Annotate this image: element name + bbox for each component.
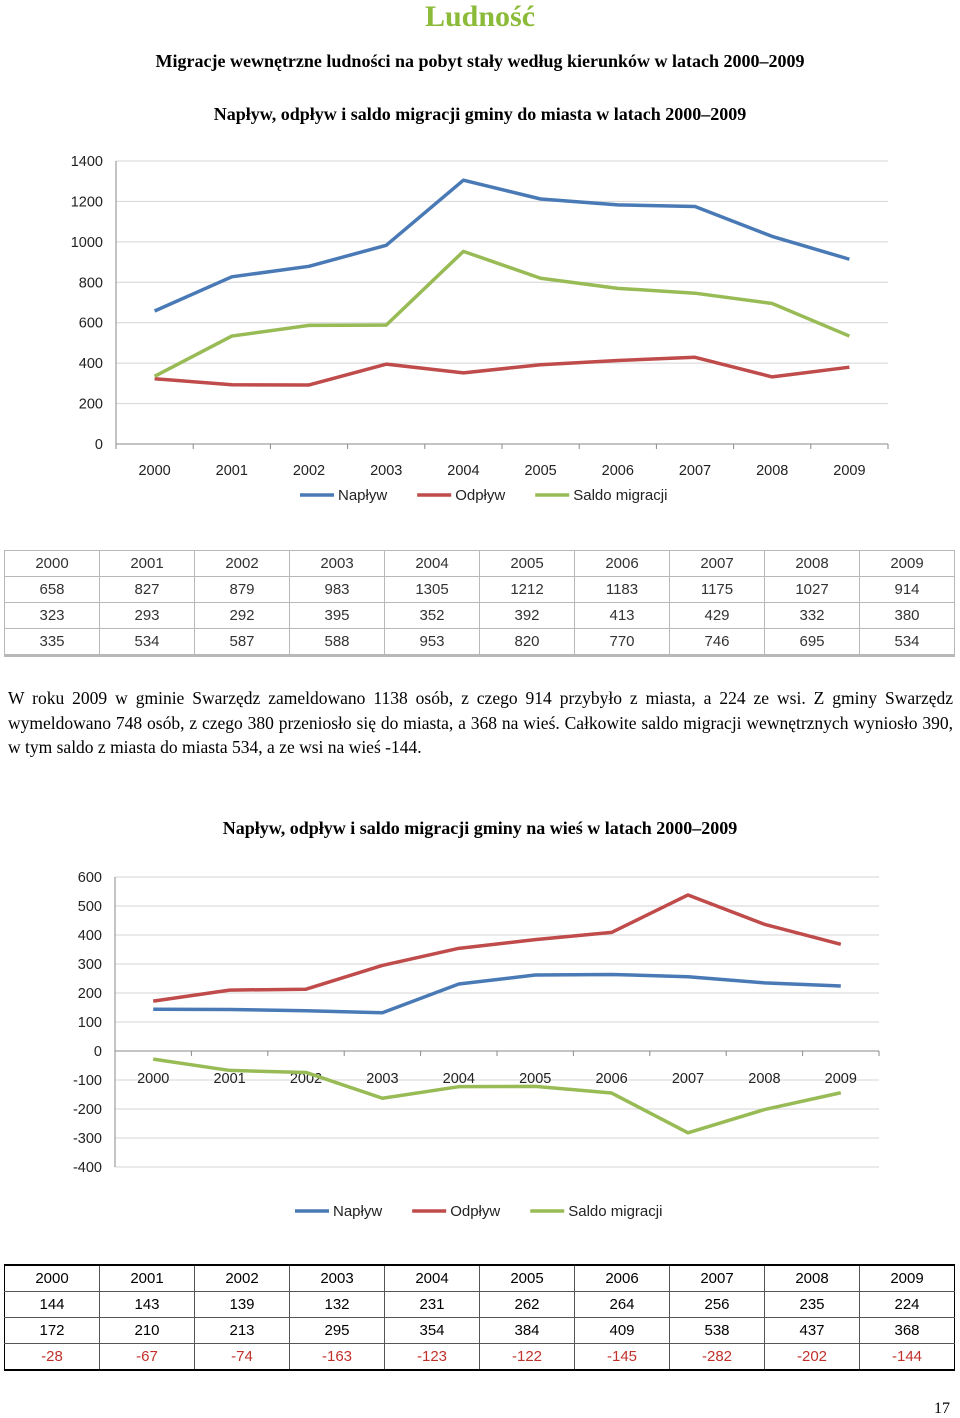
table-cell: 2004: [385, 551, 480, 577]
series-line: [153, 974, 841, 1012]
table-cell: 588: [290, 629, 385, 656]
table-cell: 354: [385, 1318, 480, 1344]
y-tick-label: 800: [78, 275, 103, 292]
table-cell: 2003: [290, 1265, 385, 1292]
table-cell: 262: [480, 1292, 575, 1318]
table-row: [5, 629, 955, 656]
table-row: [5, 1265, 955, 1292]
y-tick-label: -300: [72, 1131, 102, 1147]
table-cell: 820: [480, 629, 575, 656]
table-cell: 879: [195, 577, 290, 603]
table-cell: 695: [765, 629, 860, 656]
y-tick-label: 200: [78, 396, 103, 413]
table-cell: -74: [195, 1344, 290, 1371]
y-tick-label: 1200: [70, 194, 103, 211]
series-line: [153, 895, 841, 1001]
table-cell: 437: [765, 1318, 860, 1344]
x-tick-label: 2002: [292, 463, 326, 479]
table-cell: 2002: [195, 1265, 290, 1292]
table-cell: 368: [860, 1318, 955, 1344]
table-cell: 144: [5, 1292, 100, 1318]
table-cell: -144: [860, 1344, 955, 1371]
x-tick-label: 2008: [748, 1071, 781, 1087]
series-line: [155, 180, 850, 311]
x-tick-label: 2003: [370, 463, 403, 479]
x-tick-label: 2000: [138, 463, 171, 479]
table-cell: 231: [385, 1292, 480, 1318]
table-cell: 914: [860, 577, 955, 603]
legend-label: Napływ: [338, 487, 388, 504]
table-cell: 587: [195, 629, 290, 656]
table-cell: 409: [575, 1318, 670, 1344]
y-tick-label: 300: [77, 957, 102, 973]
table-cell: 395: [290, 603, 385, 629]
x-tick-label: 2007: [678, 463, 712, 479]
series-line: [155, 357, 850, 385]
table-cell: 132: [290, 1292, 385, 1318]
table-cell: 264: [575, 1292, 670, 1318]
x-tick-label: 2007: [671, 1071, 705, 1087]
summary-paragraph: W roku 2009 w gminie Swarzędz zameldowano 1138 osób, z czego 914 przybyło z miasta, a 224 ze wsi. Z gminy Swarzędz wymeldowano 748 osób, z czego 380 przeniosło się do miasta, a 368 na wieś. Całkowite saldo migracji wewnętrznych wyniosło 390, w tym saldo z miasta do miasta 534, a ze wsi na wieś -144.: [8, 688, 953, 757]
table-cell: 2008: [765, 1265, 860, 1292]
x-tick-label: 2009: [833, 463, 866, 479]
x-tick-label: 2008: [756, 463, 789, 479]
y-tick-label: -100: [72, 1073, 102, 1089]
table-cell: 983: [290, 577, 385, 603]
chart1-title: Napływ, odpływ i saldo migracji gminy do miasta w latach 2000–2009: [213, 104, 747, 124]
table-cell: 384: [480, 1318, 575, 1344]
table-row: [5, 1318, 955, 1344]
table-cell: 2000: [5, 551, 100, 577]
table-cell: 293: [100, 603, 195, 629]
table-cell: 953: [385, 629, 480, 656]
table-cell: 224: [860, 1292, 955, 1318]
table-cell: 2007: [670, 1265, 765, 1292]
table-cell: 139: [195, 1292, 290, 1318]
table-cell: 380: [860, 603, 955, 629]
table-cell: 2005: [480, 1265, 575, 1292]
table-cell: 2006: [575, 551, 670, 577]
x-tick-label: 2001: [215, 463, 248, 479]
table-cell: 235: [765, 1292, 860, 1318]
table-cell: 2005: [480, 551, 575, 577]
table-cell: 172: [5, 1318, 100, 1344]
table-cell: 1305: [385, 577, 480, 603]
legend-label: Odpływ: [450, 1203, 501, 1220]
legend-label: Napływ: [333, 1203, 383, 1220]
table-cell: 392: [480, 603, 575, 629]
table-cell: 2002: [195, 551, 290, 577]
x-tick-label: 2005: [519, 1071, 552, 1087]
table-cell: -163: [290, 1344, 385, 1371]
table-cell: 413: [575, 603, 670, 629]
table-cell: -28: [5, 1344, 100, 1371]
table-cell: 2009: [860, 551, 955, 577]
table-cell: 534: [860, 629, 955, 656]
table-row: [5, 551, 955, 577]
x-tick-label: 2004: [447, 463, 480, 479]
x-tick-label: 2001: [213, 1071, 246, 1087]
table-cell: 256: [670, 1292, 765, 1318]
table-cell: 538: [670, 1318, 765, 1344]
table-cell: 827: [100, 577, 195, 603]
y-tick-label: 600: [77, 870, 102, 886]
y-tick-label: 1400: [70, 154, 103, 170]
table-cell: 534: [100, 629, 195, 656]
y-tick-label: -200: [72, 1102, 102, 1118]
y-tick-label: 1000: [70, 234, 103, 251]
section-title: Migracje wewnętrzne ludności na pobyt stały według kierunków w latach 2000–2009: [155, 51, 805, 71]
table-cell: 323: [5, 603, 100, 629]
x-tick-label: 2006: [595, 1071, 628, 1087]
table-cell: 292: [195, 603, 290, 629]
table-cell: -123: [385, 1344, 480, 1371]
x-tick-label: 2006: [601, 463, 634, 479]
y-tick-label: 600: [78, 315, 103, 332]
table-cell: 746: [670, 629, 765, 656]
table-row: [5, 577, 955, 603]
legend-label: Saldo migracji: [573, 487, 668, 504]
table-cell: 2001: [100, 1265, 195, 1292]
table-cell: -122: [480, 1344, 575, 1371]
table-row: [5, 1292, 955, 1318]
y-tick-label: 0: [94, 437, 103, 453]
x-tick-label: 2000: [137, 1071, 170, 1087]
table-cell: 2009: [860, 1265, 955, 1292]
table-row: [5, 603, 955, 629]
chart-city: [0, 145, 960, 515]
table-cell: -67: [100, 1344, 195, 1371]
y-tick-label: 200: [77, 986, 102, 1002]
y-tick-label: 400: [77, 928, 102, 944]
x-tick-label: 2002: [289, 1071, 323, 1087]
series-line: [155, 251, 850, 376]
table-cell: 335: [5, 629, 100, 656]
table-cell: -282: [670, 1344, 765, 1371]
legend-label: Saldo migracji: [568, 1203, 663, 1220]
table-cell: 770: [575, 629, 670, 656]
series-line: [153, 1059, 841, 1133]
table-cell: 2003: [290, 551, 385, 577]
table-cell: 429: [670, 603, 765, 629]
table-cell: 295: [290, 1318, 385, 1344]
x-tick-label: 2009: [824, 1071, 857, 1087]
y-tick-label: 100: [77, 1015, 102, 1031]
table-cell: 1183: [575, 577, 670, 603]
table-cell: 2000: [5, 1265, 100, 1292]
y-tick-label: -400: [72, 1160, 102, 1176]
table-cell: -145: [575, 1344, 670, 1371]
table-cell: 1175: [670, 577, 765, 603]
table-cell: 143: [100, 1292, 195, 1318]
chart2-title: Napływ, odpływ i saldo migracji gminy na wieś w latach 2000–2009: [222, 818, 738, 838]
table-cell: 2006: [575, 1265, 670, 1292]
page-number: 17: [934, 1400, 950, 1417]
table-cell: 2008: [765, 551, 860, 577]
page-title: Ludność: [424, 0, 536, 33]
data-table-city: [4, 550, 955, 657]
x-tick-label: 2004: [442, 1071, 475, 1087]
table-cell: -202: [765, 1344, 860, 1371]
y-tick-label: 400: [78, 356, 103, 373]
table-cell: 2001: [100, 551, 195, 577]
table-cell: 2004: [385, 1265, 480, 1292]
table-cell: 1212: [480, 577, 575, 603]
table-cell: 1027: [765, 577, 860, 603]
chart-village: [0, 860, 960, 1240]
x-tick-label: 2005: [524, 463, 557, 479]
table-cell: 658: [5, 577, 100, 603]
table-cell: 332: [765, 603, 860, 629]
table-cell: 213: [195, 1318, 290, 1344]
table-row: [5, 1344, 955, 1371]
y-tick-label: 500: [77, 899, 102, 915]
table-cell: 2007: [670, 551, 765, 577]
data-table-village: [4, 1264, 955, 1371]
table-cell: 210: [100, 1318, 195, 1344]
y-tick-label: 0: [93, 1044, 102, 1060]
table-cell: 352: [385, 603, 480, 629]
legend-label: Odpływ: [455, 487, 506, 504]
x-tick-label: 2003: [366, 1071, 399, 1087]
